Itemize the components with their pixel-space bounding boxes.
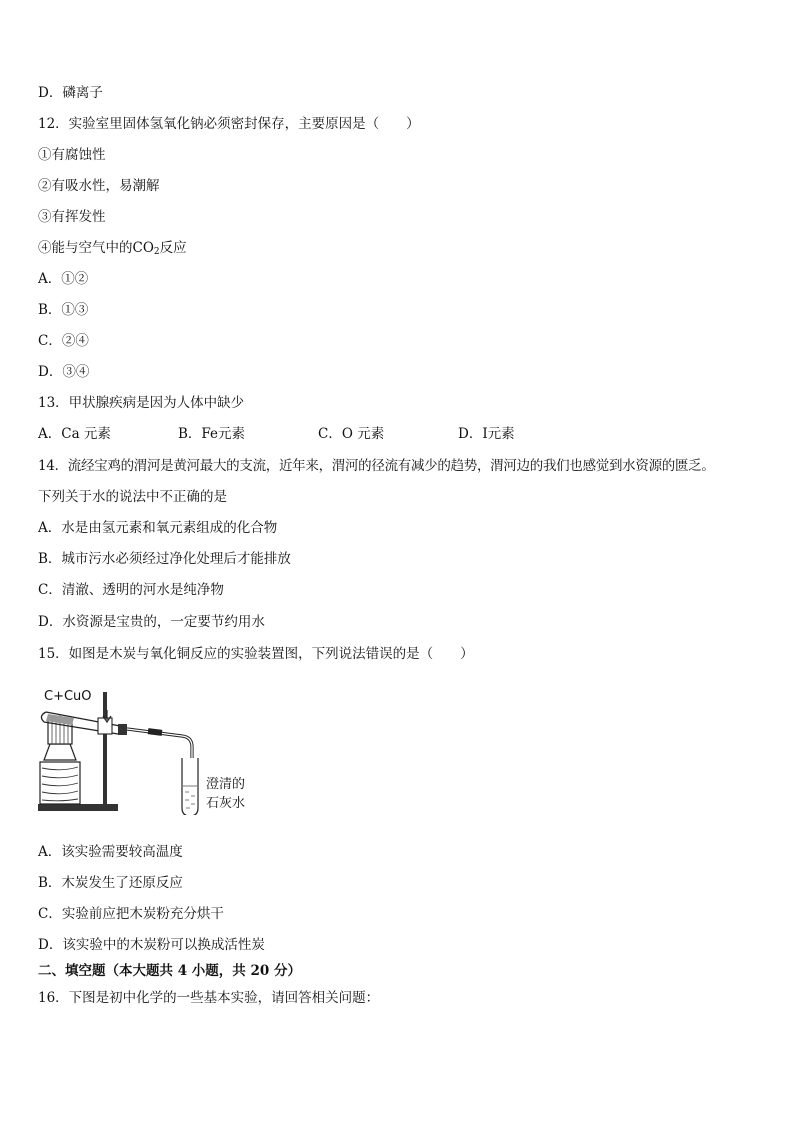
q12-option-b: B．①③ — [38, 302, 89, 318]
apparatus-figure — [36, 680, 266, 815]
q13-option-a: A．Ca 元素 — [38, 426, 111, 442]
rubber-joint — [148, 728, 163, 736]
q12-option-a: A．①② — [38, 271, 89, 287]
q12-statement-3: ③有挥发性 — [38, 209, 106, 225]
q16-stem: 16．下图是初中化学的一些基本实验，请回答相关问题： — [38, 990, 380, 1006]
q12-statement-2: ②有吸水性，易潮解 — [38, 178, 160, 194]
q12-option-c: C．②④ — [38, 333, 89, 349]
q15-option-c: C．实验前应把木炭粉充分烘干 — [38, 906, 224, 922]
fig-label-limewater-1: 澄清的 — [206, 777, 246, 792]
q14-option-d: D．水资源是宝贵的，一定要节约用水 — [38, 614, 265, 630]
limewater-tube — [182, 758, 198, 815]
q12-option-d: D．③④ — [38, 364, 90, 380]
q15-option-b: B．木炭发生了还原反应 — [38, 875, 183, 891]
co2-formula: $CO_2$ — [132, 240, 160, 257]
q13-option-b: B．Fe元素 — [178, 426, 246, 442]
q14-option-b: B．城市污水必须经过净化处理后才能排放 — [38, 551, 291, 567]
q13-option-d: D．I元素 — [458, 426, 515, 442]
stand-rod — [103, 692, 107, 804]
q15-option-d: D．该实验中的木炭粉可以换成活性炭 — [38, 937, 265, 953]
fig-label-limewater-2: 石灰水 — [206, 796, 246, 811]
q12-statement-4: ④能与空气中的$CO_2$反应 — [38, 240, 187, 257]
q12-statement-1: ①有腐蚀性 — [38, 147, 106, 163]
q13-option-c: C．O 元素 — [318, 426, 385, 442]
q13-options — [38, 425, 758, 443]
q14-option-c: C．清澈、透明的河水是纯净物 — [38, 582, 224, 598]
section-2-title: 二、填空题（本大题共 4 小题，共 20 分） — [38, 963, 301, 979]
q13-stem: 13．甲状腺疾病是因为人体中缺少 — [38, 395, 245, 411]
rubber-stopper — [118, 724, 127, 735]
q12-stem: 12．实验室里固体氢氧化钠必须密封保存，主要原因是（ ） — [38, 116, 420, 132]
wood-block — [40, 762, 80, 804]
stand-base — [38, 804, 118, 811]
q14-stem-line1: 14．流经宝鸡的渭河是黄河最大的支流，近年来，渭河的径流有减少的趋势，渭河边的我们也感觉到水资源的匮乏。 — [38, 458, 715, 474]
q15-option-a: A．该实验需要较高温度 — [38, 844, 183, 860]
fig-label-reactants: C+CuO — [44, 689, 92, 704]
q14-stem-line2: 下列关于水的说法中不正确的是 — [38, 489, 227, 505]
q15-stem: 15．如图是木炭与氧化铜反应的实验装置图，下列说法错误的是（ ） — [38, 646, 474, 662]
q14-option-a: A．水是由氢元素和氧元素组成的化合物 — [38, 520, 278, 536]
q11-option-d: D．磷离子 — [38, 85, 103, 101]
